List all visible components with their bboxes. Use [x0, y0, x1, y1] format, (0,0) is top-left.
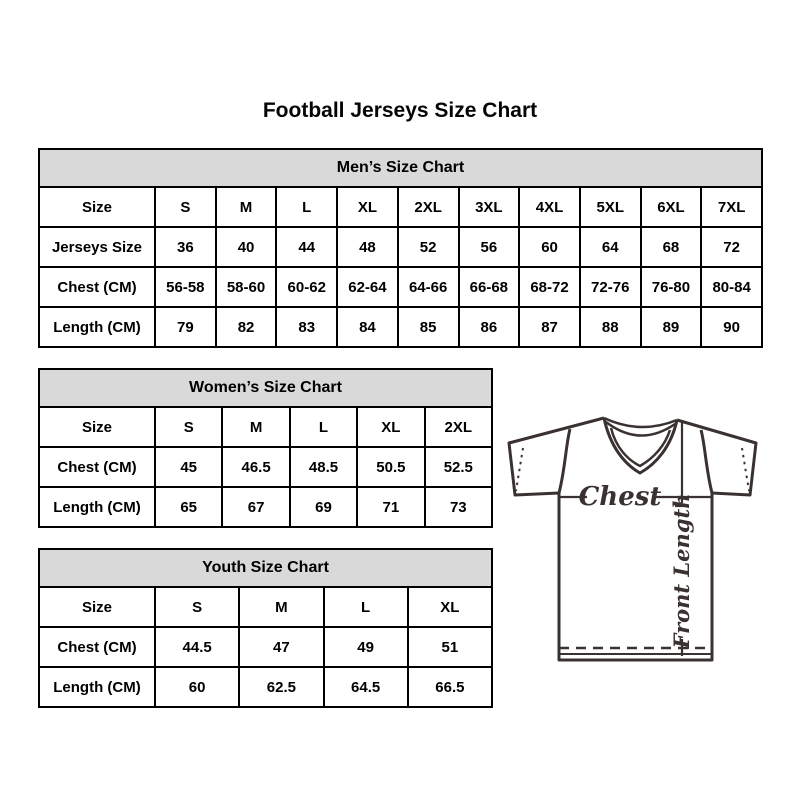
- value-cell: 3XL: [458, 188, 519, 226]
- row-label-cell: Jerseys Size: [51, 238, 143, 256]
- value-cell: 60: [154, 668, 238, 706]
- row-label-cell: Size: [81, 598, 112, 616]
- jersey-collar-back-line: [604, 418, 677, 427]
- value-cell: 66-68: [458, 268, 519, 306]
- row-label-cell: Length (CM): [53, 318, 141, 336]
- value-cell: 66.5: [407, 668, 491, 706]
- value-cell: 62-64: [336, 268, 397, 306]
- value-cell: 44.5: [154, 628, 238, 666]
- value-cell: 60: [518, 228, 579, 266]
- value-cell: 89: [640, 308, 701, 346]
- womens-size-table-body: [40, 408, 491, 526]
- row-label-cell: Length (CM): [53, 498, 141, 516]
- table-row: [40, 408, 491, 446]
- value-cell: 48.5: [289, 448, 356, 486]
- value-cell: 2XL: [397, 188, 458, 226]
- jersey-left-cuff-dotted-seam: [516, 448, 523, 491]
- value-cell: 56: [458, 228, 519, 266]
- value-cell: XL: [336, 188, 397, 226]
- table-row: [40, 666, 491, 706]
- value-cell: 50.5: [356, 448, 423, 486]
- value-cell: 68-72: [518, 268, 579, 306]
- womens-size-table: [38, 368, 493, 528]
- value-cell: S: [154, 188, 215, 226]
- jersey-right-armhole: [701, 430, 712, 493]
- value-cell: L: [289, 408, 356, 446]
- value-cell: 82: [215, 308, 276, 346]
- value-cell: 64-66: [397, 268, 458, 306]
- jersey-left-armhole: [559, 429, 570, 493]
- value-cell: 64.5: [323, 668, 407, 706]
- table-row: [40, 446, 491, 486]
- value-cell: 90: [700, 308, 761, 346]
- value-cell: 48: [336, 228, 397, 266]
- table-row: [40, 588, 491, 626]
- jersey-vneck-inner: [611, 428, 670, 466]
- value-cell: 65: [154, 488, 221, 526]
- value-cell: M: [215, 188, 276, 226]
- value-cell: 6XL: [640, 188, 701, 226]
- value-cell: 7XL: [700, 188, 761, 226]
- value-cell: S: [154, 588, 238, 626]
- table-row: [40, 306, 761, 346]
- value-cell: 52.5: [424, 448, 491, 486]
- value-cell: 52: [397, 228, 458, 266]
- mens-size-table: [38, 148, 763, 348]
- value-cell: 64: [579, 228, 640, 266]
- value-cell: 88: [579, 308, 640, 346]
- value-cell: 69: [289, 488, 356, 526]
- value-cell: 56-58: [154, 268, 215, 306]
- value-cell: M: [238, 588, 322, 626]
- youth-size-table: [38, 548, 493, 708]
- table-row: [40, 626, 491, 666]
- value-cell: 60-62: [275, 268, 336, 306]
- value-cell: 76-80: [640, 268, 701, 306]
- value-cell: 45: [154, 448, 221, 486]
- row-label-cell: Chest (CM): [57, 638, 137, 656]
- value-cell: 40: [215, 228, 276, 266]
- value-cell: L: [323, 588, 407, 626]
- value-cell: XL: [407, 588, 491, 626]
- value-cell: 73: [424, 488, 491, 526]
- value-cell: 36: [154, 228, 215, 266]
- value-cell: S: [154, 408, 221, 446]
- jersey-right-sleeve-outline: [677, 420, 756, 495]
- value-cell: 67: [221, 488, 288, 526]
- front-length-label: Front Length: [669, 493, 694, 649]
- table-row: [40, 486, 491, 526]
- youth-size-table-body: [40, 588, 491, 706]
- value-cell: 49: [323, 628, 407, 666]
- value-cell: L: [275, 188, 336, 226]
- row-label-cell: Size: [81, 198, 112, 216]
- value-cell: 85: [397, 308, 458, 346]
- value-cell: 51: [407, 628, 491, 666]
- value-cell: M: [221, 408, 288, 446]
- value-cell: 5XL: [579, 188, 640, 226]
- value-cell: 83: [275, 308, 336, 346]
- value-cell: 80-84: [700, 268, 761, 306]
- value-cell: 84: [336, 308, 397, 346]
- page-title: Football Jerseys Size Chart: [262, 99, 538, 122]
- row-label-cell: Size: [81, 418, 112, 436]
- value-cell: 44: [275, 228, 336, 266]
- value-cell: 87: [518, 308, 579, 346]
- value-cell: XL: [356, 408, 423, 446]
- mens-size-table-body: [40, 188, 761, 346]
- row-label-cell: Chest (CM): [57, 458, 137, 476]
- value-cell: 58-60: [215, 268, 276, 306]
- table-row: [40, 188, 761, 226]
- value-cell: 79: [154, 308, 215, 346]
- value-cell: 72: [700, 228, 761, 266]
- value-cell: 46.5: [221, 448, 288, 486]
- value-cell: 72-76: [579, 268, 640, 306]
- womens-size-table-header: Women’s Size Chart: [40, 370, 491, 408]
- value-cell: 2XL: [424, 408, 491, 446]
- chest-label: Chest: [578, 482, 662, 512]
- row-label-cell: Length (CM): [53, 678, 141, 696]
- mens-size-table-header: Men’s Size Chart: [40, 150, 761, 188]
- table-row: [40, 266, 761, 306]
- row-label-cell: Chest (CM): [57, 278, 137, 296]
- value-cell: 62.5: [238, 668, 322, 706]
- table-row: [40, 226, 761, 266]
- value-cell: 4XL: [518, 188, 579, 226]
- value-cell: 68: [640, 228, 701, 266]
- jersey-measurement-diagram: [503, 402, 763, 668]
- value-cell: 47: [238, 628, 322, 666]
- youth-size-table-header: Youth Size Chart: [40, 550, 491, 588]
- value-cell: 71: [356, 488, 423, 526]
- value-cell: 86: [458, 308, 519, 346]
- jersey-right-cuff-dotted-seam: [742, 448, 749, 491]
